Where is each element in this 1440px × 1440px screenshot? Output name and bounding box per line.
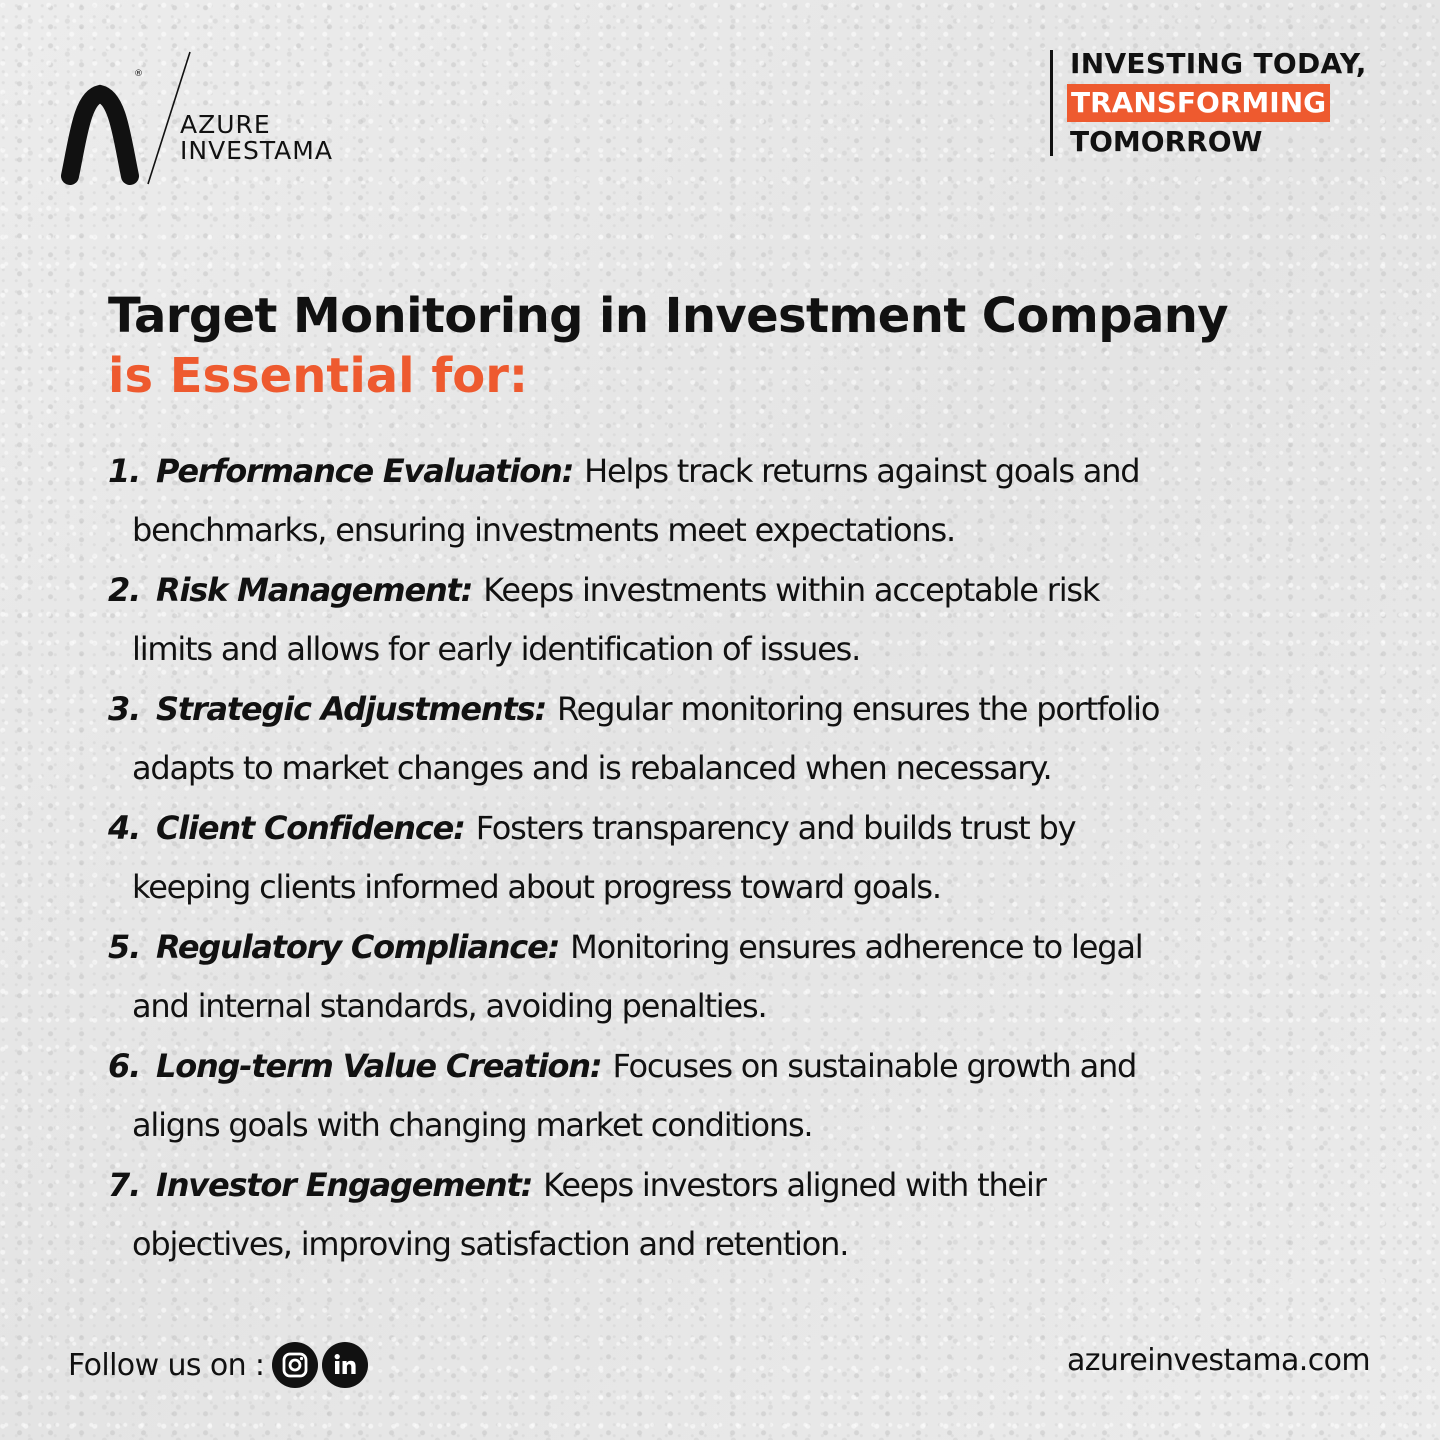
item-description: Helps track returns against goals and: [584, 452, 1140, 490]
item-term: Investor Engagement:: [156, 1166, 533, 1204]
benefits-list: [108, 442, 1332, 1275]
brand-name-line2: INVESTAMA: [180, 136, 333, 165]
list-item: [108, 1156, 1332, 1273]
tagline: [1050, 47, 1390, 158]
follow-us: [68, 1338, 372, 1392]
brand-logo: [60, 50, 380, 190]
headline-line2: is Essential for:: [108, 348, 529, 404]
instagram-glyph: [280, 1350, 310, 1380]
item-continuation: and internal standards, avoiding penalties.: [132, 986, 767, 1025]
list-item: [108, 1037, 1332, 1154]
linkedin-icon[interactable]: [322, 1342, 368, 1388]
item-term: Performance Evaluation:: [156, 452, 574, 490]
item-description: Regular monitoring ensures the portfolio: [557, 690, 1160, 728]
item-continuation: aligns goals with changing market conditions.: [132, 1105, 813, 1144]
item-continuation: objectives, improving satisfaction and retention.: [132, 1224, 849, 1263]
brand-name: [180, 112, 333, 164]
item-term: Regulatory Compliance:: [156, 928, 560, 966]
tagline-line3: TOMORROW: [1070, 125, 1263, 158]
brand-mark-icon: [60, 68, 144, 218]
list-item: [108, 561, 1332, 678]
registered-mark: ®: [134, 69, 143, 79]
item-description: Focuses on sustainable growth and: [612, 1047, 1137, 1085]
item-term: Client Confidence:: [156, 809, 465, 847]
tagline-line2-highlight: TRANSFORMING: [1067, 84, 1330, 122]
item-number: 4.: [108, 809, 141, 847]
item-number: 6.: [108, 1047, 141, 1085]
list-item: [108, 442, 1332, 559]
item-continuation: limits and allows for early identification of issues.: [132, 629, 861, 668]
item-number: 5.: [108, 928, 141, 966]
item-continuation: adapts to market changes and is rebalanced when necessary.: [132, 748, 1052, 787]
item-continuation: keeping clients informed about progress toward goals.: [132, 867, 941, 906]
linkedin-glyph: [330, 1350, 360, 1380]
headline: [108, 286, 1348, 406]
instagram-icon[interactable]: [272, 1342, 318, 1388]
item-term: Risk Management:: [156, 571, 473, 609]
tagline-line1: INVESTING TODAY,: [1070, 47, 1367, 80]
item-number: 7.: [108, 1166, 141, 1204]
item-description: Monitoring ensures adherence to legal: [570, 928, 1143, 966]
item-term: Strategic Adjustments:: [156, 690, 547, 728]
item-number: 3.: [108, 690, 141, 728]
follow-label: Follow us on :: [68, 1347, 265, 1383]
item-number: 2.: [108, 571, 141, 609]
item-number: 1.: [108, 452, 141, 490]
item-description: Keeps investors aligned with their: [543, 1166, 1046, 1204]
website-link[interactable]: azureinvestama.com: [1066, 1343, 1370, 1378]
list-item: [108, 918, 1332, 1035]
list-item: [108, 680, 1332, 797]
item-description: Fosters transparency and builds trust by: [475, 809, 1076, 847]
item-term: Long-term Value Creation:: [156, 1047, 602, 1085]
list-item: [108, 799, 1332, 916]
tagline-divider: [1050, 50, 1053, 156]
headline-line1: Target Monitoring in Investment Company: [108, 288, 1228, 344]
brand-name-line1: AZURE: [180, 110, 271, 139]
item-description: Keeps investments within acceptable risk: [483, 571, 1100, 609]
item-continuation: benchmarks, ensuring investments meet expectations.: [132, 510, 955, 549]
